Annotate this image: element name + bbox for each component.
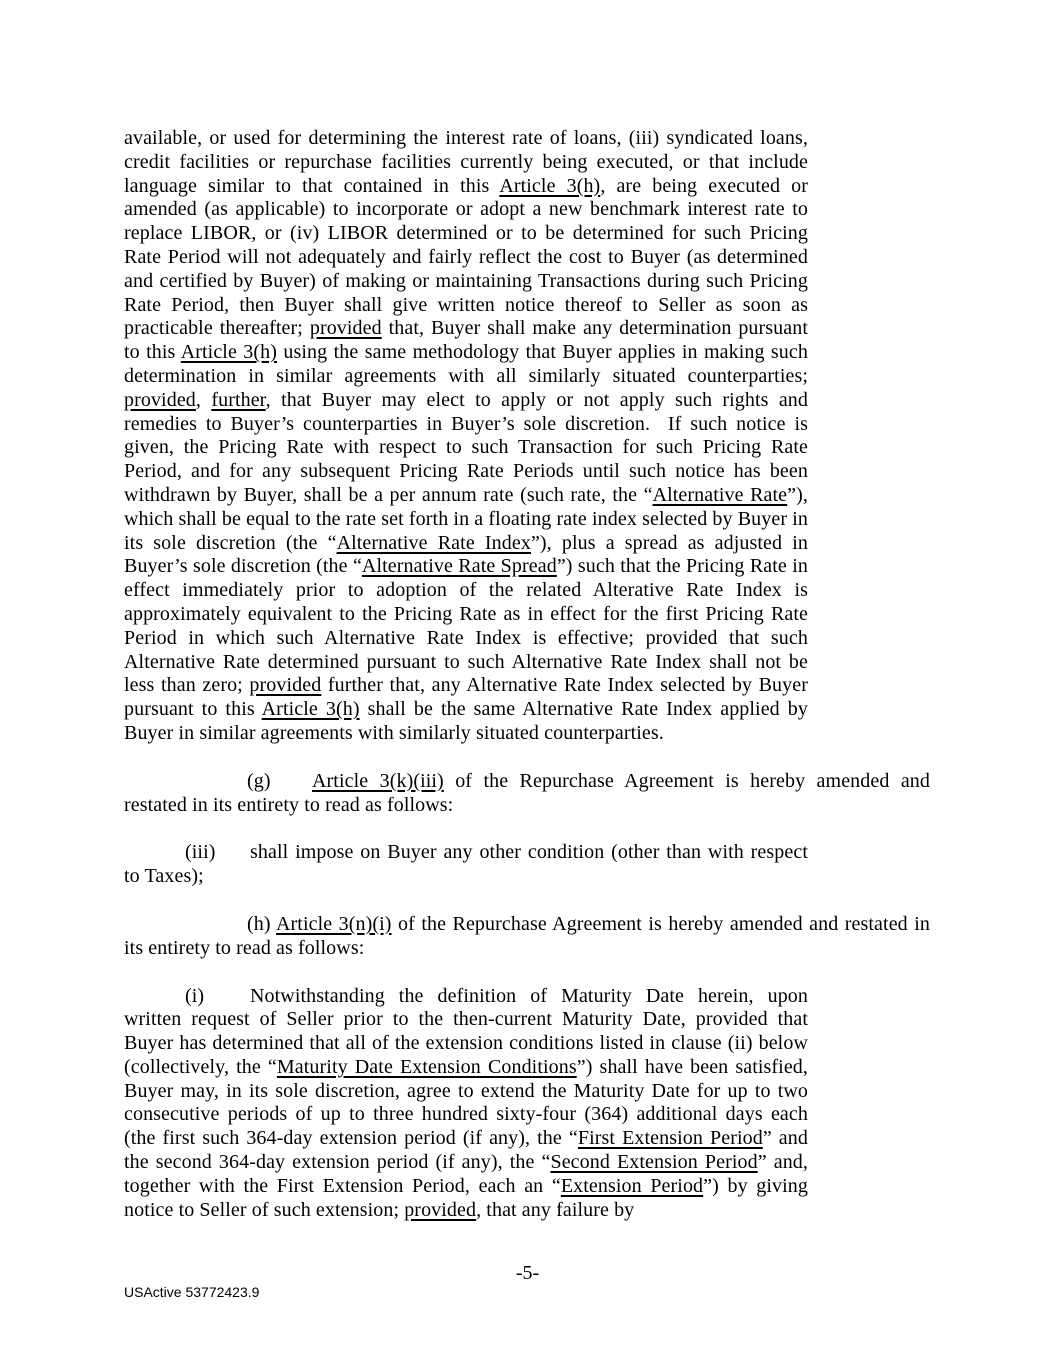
underlined-term: Article 3(n)(i) [275, 912, 392, 935]
paragraph-clause-i-maturity-date [124, 985, 808, 1223]
text-segment: shall be the same Alternative Rate Index applied by Buyer in similar agreements with similarly situated counterparties. [124, 698, 808, 744]
text-segment: further that, any Alternative Rate Index selected by Buyer pursuant to this [124, 674, 808, 721]
text-segment: , are being executed or amended (as applicable) to incorporate or adopt a new benchmark interest rate to replace LIBOR, or (iv) LIBOR determined or to be determined for such Pricing Rate Period will not adequately and fairly reflect the cost to Buyer (as determined and certified by Buyer) of making or maintaining Transactions during such Pricing Rate Period, then Buyer shall give written notice thereof to Seller as soon as practicable thereafter; [124, 174, 808, 340]
page-number: -5- [515, 1262, 540, 1284]
underlined-term: Alternative Rate Index [336, 531, 531, 554]
text-segment: , [195, 388, 212, 411]
underlined-term: Article 3(h) [499, 174, 601, 197]
text-segment: using the same methodology that Buyer applies in making such determination in similar agreements with all similarly situated counterparties; [124, 341, 808, 387]
text-segment: ” and, together with the First Extension Period, each an “ [124, 1151, 808, 1197]
document-control-number: USActive 53772423.9 [124, 1284, 260, 1300]
text-segment: , that Buyer may elect to apply or not apply such rights and remedies to Buyer’s counterparties in Buyer’s sole discretion. If such notice is given, the Pricing Rate with respect to such Transaction for such Pricing Rate Period, and for any subsequent Pricing Rate Periods until such notice has been withdrawn by Buyer, shall be a per annum rate (such rate, the “ [124, 388, 809, 506]
text-segment: shall impose on Buyer any other condition (other than with respect to Taxes); [124, 841, 808, 888]
text-segment: ”), which shall be equal to the rate set forth in a floating rate index selected by Buyer in its sole discretion (the “ [124, 483, 808, 554]
underlined-term: Maturity Date Extension Conditions [276, 1055, 577, 1078]
text-segment: ” and the second 364-day extension period (if any), the “ [124, 1127, 808, 1174]
text-segment: that, Buyer shall make any determination pursuant to this [124, 317, 808, 364]
text-segment: Notwithstanding the definition of Maturity Date herein, upon written request of Seller prior to the then-current Maturity Date, provided that Buyer has determined that all of the extension conditions listed in clause (ii) below (collectively, the “ [124, 984, 808, 1078]
underlined-term: Extension Period [560, 1174, 704, 1197]
clause-number: (iii) [185, 841, 216, 864]
paragraph-amendment-h [124, 913, 930, 961]
underlined-term: provided [249, 674, 322, 697]
text-segment: available, or used for determining the interest rate of loans, (iii) syndicated loans, credit facilities or repurchase facilities currently being executed, or that include language similar to that contained in this [124, 127, 808, 197]
clause-number: (i) [185, 984, 205, 1007]
text-segment: ”), plus a spread as adjusted in Buyer’s sole discretion (the “ [124, 531, 808, 578]
text-segment: ”) by giving notice to Seller of such extension; [124, 1174, 808, 1221]
underlined-term: provided [404, 1198, 477, 1221]
underlined-term: First Extension Period [577, 1127, 763, 1150]
underlined-term: provided [309, 317, 382, 340]
paragraph-libor-alternative-rate-clause [124, 127, 808, 746]
underlined-term: Article 3(k)(iii) [312, 769, 444, 792]
text-segment: (h) [247, 912, 276, 935]
text-segment: , that any failure by [476, 1198, 635, 1221]
paragraph-amendment-g [124, 770, 930, 818]
underlined-term: Article 3(h) [180, 341, 278, 364]
text-segment: ”) shall have been satisfied, Buyer may, in its sole discretion, agree to extend the Maturity Date for up to two consecutive periods of up to three hundred sixty-four (364) additional days each (the first such 364-day extension period (if any), the “ [124, 1055, 808, 1150]
body-text [124, 127, 930, 1222]
paragraph-clause-iii [124, 841, 808, 889]
text-segment: of the Repurchase Agreement is hereby amended and restated in its entirety to read as follows: [124, 912, 930, 959]
underlined-term: Alternative Rate Spread [361, 555, 557, 578]
underlined-term: Second Extension Period [550, 1151, 758, 1174]
underlined-term: Article 3(h) [261, 698, 360, 721]
text-segment: of the Repurchase Agreement is hereby amended and restated in its entirety to read as follows: [124, 769, 930, 816]
underlined-term: Alternative Rate [652, 483, 788, 506]
text-segment: ”) such that the Pricing Rate in effect immediately prior to adoption of the related Alterative Rate Index is approximately equivalent to the Pricing Rate as in effect for the first Pricing Rate Period in which such Alternative Rate Index is effective; provided that such Alternative Rate determined pursuant to such Alternative Rate Index shall not be less than zero; [124, 555, 808, 697]
underlined-term: provided [124, 388, 196, 411]
clause-number: (g) [247, 769, 271, 792]
underlined-term: further [211, 388, 266, 411]
